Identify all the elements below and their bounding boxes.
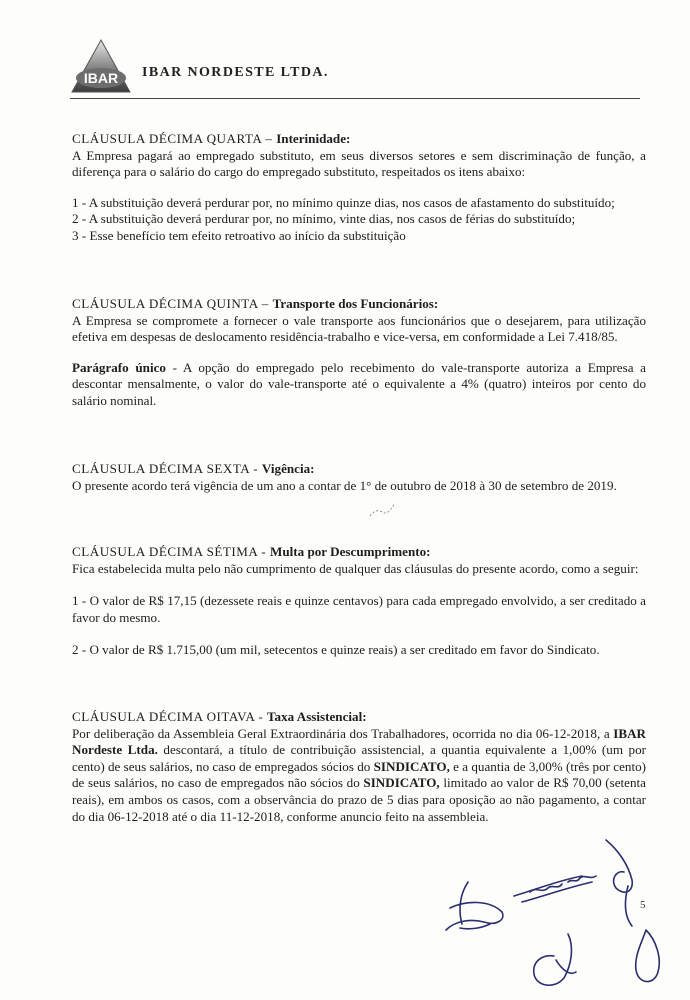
signature-3 [606, 840, 632, 926]
clause-text: A Empresa se compromete a fornecer o vale transporte aos funcionários que o desejarem, para utilização efetiva em despesas de deslocamento residência-trabalho e vice-versa, em conformidade a Lei 7.418/85. [72, 312, 646, 345]
clause-heading: CLÁUSULA DÉCIMA QUINTA – Transporte dos Funcionários: [72, 296, 439, 311]
signature-4 [534, 934, 576, 985]
clause-18 [72, 709, 646, 825]
clause-17 [72, 544, 646, 659]
company-name: IBAR NORDESTE LTDA. [142, 65, 329, 80]
clause-text: O presente acordo terá vigência de um ano a contar de 1° de outubro de 2018 à 30 de setembro de 2019. [72, 477, 617, 493]
list-item: 3 - Esse benefício tem efeito retroativo ao início da substituição [72, 227, 406, 243]
signature-1 [446, 882, 503, 930]
ibar-logo [70, 38, 132, 96]
letterhead [70, 34, 640, 104]
signatures [410, 830, 680, 998]
paragraph-label: Parágrafo único [72, 359, 166, 375]
clause-heading: CLÁUSULA DÉCIMA SÉTIMA - Multa por Descumprimento: [72, 544, 431, 559]
list-item: 2 - O valor de R$ 1.715,00 (um mil, setecentos e quinze reais) a ser creditado em favor do Sindicato. [72, 642, 600, 658]
clause-heading: CLÁUSULA DÉCIMA QUARTA – Interinidade: [72, 131, 351, 146]
sole-paragraph: Parágrafo único - A opção do empregado pelo recebimento do vale-transporte autoriza a Empresa a descontar mensalmente, o valor do vale-transporte até o equivalente a 4% (quatro) inteiros por cento do salário nominal. [72, 359, 646, 408]
stray-pen-mark [366, 500, 406, 520]
clause-14 [72, 131, 646, 245]
clause-text: Fica estabelecida multa pelo não cumprimento de qualquer das cláusulas do presente acordo, como a seguir: [72, 560, 639, 576]
clause-16 [72, 461, 646, 494]
page-number: 5 [640, 899, 646, 911]
signature-2 [514, 876, 596, 902]
list-item: 1 - O valor de R$ 17,15 (dezessete reais e quinze centavos) para cada empregado envolvido, a ser creditado a favor do mesmo. [72, 593, 646, 625]
list-item: 1 - A substituição deverá perdurar por, no mínimo quinze dias, nos casos de afastamento do substituído; [72, 194, 615, 210]
signature-5 [636, 930, 660, 982]
clause-heading: CLÁUSULA DÉCIMA OITAVA - Taxa Assistencial: [72, 709, 367, 724]
clause-15 [72, 296, 646, 410]
clause-heading: CLÁUSULA DÉCIMA SEXTA - Vigência: [72, 461, 315, 476]
header-divider [70, 98, 640, 99]
list-item: 2 - A substituição deverá perdurar por, no mínimo, vinte dias, nos casos de férias do substituído; [72, 211, 576, 227]
logo-text: IBAR [83, 70, 119, 86]
clause-text: A Empresa pagará ao empregado substituto, em seus diversos setores e sem discriminação de função, a diferença para o salário do cargo do empregado substituto, respeitados os itens abaixo: [72, 147, 646, 180]
clause-text: Por deliberação da Assembleia Geral Extraordinária dos Trabalhadores, ocorrida no dia 06-12-2018, a IBAR Nordeste Ltda. descontará, a título de contribuição assistencial, a quantia equivalente a 1,00% (um por cento) de seus salários, no caso de empregados sócios do SINDICATO, e a quantia de 3,00% (três por cento) de seus salários, no caso de empregados não sócios do SINDICATO, limitado ao valor de R$ 70,00 (setenta reais), em ambos os casos, com a observância do prazo de 5 dias para oposição ao não pagamento, a contar do dia 06-12-2018 até o dia 11-12-2018, conforme anuncio feito na assembleia. [72, 725, 646, 824]
